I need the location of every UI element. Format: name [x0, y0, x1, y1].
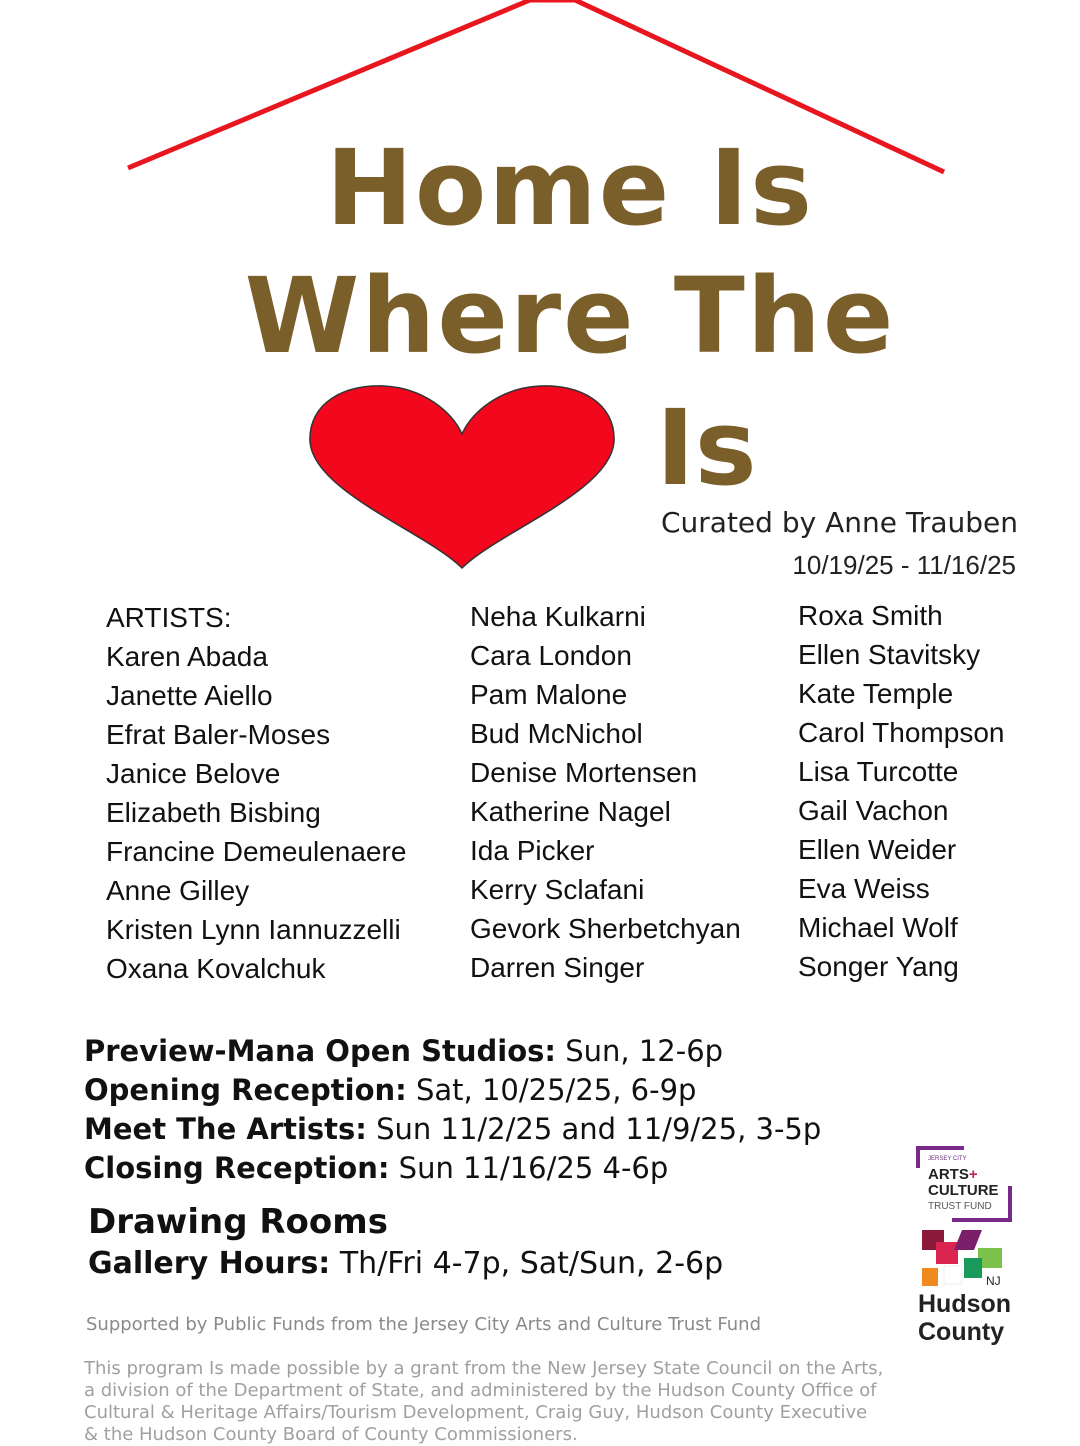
artist-name: Janette Aiello — [106, 680, 273, 711]
logo-arts-text: ARTS+ — [928, 1166, 978, 1183]
artist-name: Michael Wolf — [798, 912, 958, 943]
logo-frame — [952, 1218, 1012, 1222]
artist-name: Darren Singer — [470, 952, 645, 983]
title-line-2: Where The — [244, 255, 896, 377]
artist-column-3 — [798, 596, 1004, 986]
title-line-3: Is — [656, 387, 757, 509]
artist-name: Anne Gilley — [106, 875, 250, 906]
logo-nj-text: NJ — [986, 1274, 1001, 1288]
logo-hudson-text: Hudson — [918, 1290, 1012, 1318]
event-meet-artists — [84, 1110, 821, 1149]
artist-name: Kate Temple — [798, 678, 954, 709]
artist-name: Elizabeth Bisbing — [106, 797, 321, 828]
event-label: Opening Reception: — [84, 1073, 407, 1107]
hours-value: Th/Fri 4-7p, Sat/Sun, 2-6p — [330, 1246, 724, 1281]
logo-culture-text: CULTURE — [928, 1182, 999, 1199]
funding-credit: Supported by Public Funds from the Jersey City Arts and Culture Trust Fund — [86, 1314, 761, 1335]
artist-name: Ellen Stavitsky — [798, 639, 981, 670]
fine-print-line: & the Hudson County Board of County Commissioners. — [84, 1424, 578, 1445]
artist-name: Songer Yang — [798, 951, 959, 982]
event-value: Sun 11/2/25 and 11/9/25, 3-5p — [366, 1112, 822, 1146]
artist-name: Janice Belove — [106, 758, 281, 789]
logo-county-text: County — [918, 1318, 1005, 1346]
artist-name: Gail Vachon — [798, 795, 949, 826]
logo-frame — [1008, 1186, 1012, 1222]
artist-name: Bud McNichol — [470, 718, 643, 749]
artist-name: Katherine Nagel — [470, 796, 671, 827]
arts-culture-trust-fund-logo — [916, 1146, 1016, 1226]
curator-credit: Curated by Anne Trauben — [660, 506, 1018, 539]
artist-name: Kerry Sclafani — [470, 874, 645, 905]
artist-name: Eva Weiss — [798, 873, 930, 904]
venue-name: Drawing Rooms — [88, 1202, 388, 1242]
heart-icon — [306, 382, 618, 570]
title-line-1: Home Is — [325, 127, 815, 249]
grant-fine-print — [84, 1358, 1014, 1446]
logo-frame — [916, 1146, 920, 1168]
artist-column-2 — [470, 597, 741, 987]
artist-name: Pam Malone — [470, 679, 628, 710]
artist-name: Ellen Weider — [798, 834, 957, 865]
artist-name: Roxa Smith — [798, 600, 943, 631]
event-opening — [84, 1071, 821, 1110]
artist-name: Francine Demeulenaere — [106, 836, 407, 867]
artist-name: Cara London — [470, 640, 632, 671]
artist-name: Oxana Kovalchuk — [106, 953, 326, 984]
artist-name: Efrat Baler-Moses — [106, 719, 331, 750]
artist-name: Neha Kulkarni — [470, 601, 646, 632]
fine-print-line: a division of the Department of State, and administered by the Hudson County Office of — [84, 1380, 877, 1401]
event-label: Closing Reception: — [84, 1151, 390, 1185]
artist-name: Kristen Lynn Iannuzzelli — [106, 914, 401, 945]
event-label: Meet The Artists: — [84, 1112, 367, 1146]
event-value: Sun, 12-6p — [556, 1034, 724, 1068]
fine-print-line: Cultural & Heritage Affairs/Tourism Development, Craig Guy, Hudson County Executive — [84, 1402, 868, 1423]
artists-heading: ARTISTS: — [106, 602, 232, 633]
event-schedule — [84, 1032, 821, 1188]
event-value: Sun 11/16/25 4-6p — [389, 1151, 669, 1185]
hours-label: Gallery Hours: — [88, 1246, 331, 1281]
fine-print-line: This program Is made possible by a grant from the New Jersey State Council on the Arts, — [84, 1358, 884, 1379]
gallery-hours — [88, 1246, 723, 1281]
artist-name: Lisa Turcotte — [798, 756, 959, 787]
event-closing — [84, 1149, 821, 1188]
logo-small-text: JERSEY CITY — [928, 1156, 967, 1162]
artist-name: Carol Thompson — [798, 717, 1005, 748]
artist-name: Denise Mortensen — [470, 757, 698, 788]
hudson-county-logo — [916, 1228, 1026, 1348]
event-preview — [84, 1032, 821, 1071]
artist-column-1 — [106, 598, 406, 988]
logo-frame — [916, 1146, 964, 1150]
logo-trust-fund-text: TRUST FUND — [928, 1201, 992, 1212]
heart-shape — [310, 386, 614, 568]
artist-name: Karen Abada — [106, 641, 268, 672]
event-value: Sat, 10/25/25, 6-9p — [406, 1073, 697, 1107]
artist-name: Gevork Sherbetchyan — [470, 913, 741, 944]
exhibition-dates: 10/19/25 - 11/16/25 — [792, 550, 1016, 580]
artist-name: Ida Picker — [470, 835, 595, 866]
event-label: Preview-Mana Open Studios: — [84, 1034, 557, 1068]
